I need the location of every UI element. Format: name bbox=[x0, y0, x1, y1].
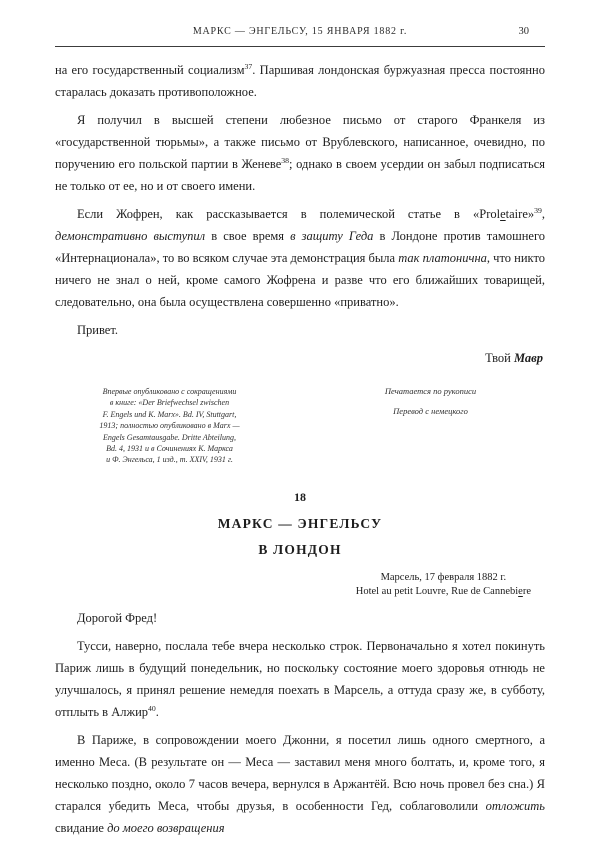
print-note-line: Печатается по рукописи bbox=[384, 386, 477, 396]
paragraph: Тусси, наверно, послала тебе вчера несколько строк. Первоначально я хотел покинуть Париж лишь в будущий понедельник, но поскольку состояние моего здоровья отнюдь не улучшалось, я принял решение немедля поехать в Марсель, а оттуда сразу же, в субботу, отплыть в Алжир$^{40}$. bbox=[55, 638, 545, 719]
paragraph-closing: Привет. bbox=[77, 323, 118, 337]
source-note-line: F. Engels und K. Marx». Bd. IV, Stuttgart, bbox=[102, 409, 237, 419]
print-note bbox=[338, 386, 523, 466]
letter-heading bbox=[55, 490, 545, 558]
header-rule bbox=[55, 46, 545, 47]
source-note bbox=[67, 386, 272, 466]
source-note-line: в книге: «Der Briefwechsel zwischen bbox=[109, 398, 230, 408]
source-note-line: Впервые опубликовано с сокращениями bbox=[102, 387, 237, 396]
letter-number: 18 bbox=[294, 489, 306, 504]
provenance-notes bbox=[55, 386, 545, 466]
source-note-line: Bd. 4, 1931 и в Сочинениях К. Маркса bbox=[106, 444, 233, 454]
paragraph: Я получил в высшей степени любезное письмо от старого Франкеля из «государственной тюрьмы», а также письмо от Врублевского, написанное, очевидно, по поручению его польской партии в Женеве$^{38}$; однако в своем усердии он забыл подписаться не только от ее, но и от своего имени. bbox=[55, 113, 545, 193]
source-note-line: 1913; полностью опубликовано в Marx — bbox=[99, 421, 240, 431]
page-number: 30 bbox=[518, 26, 529, 37]
source-note-line: и Ф. Энгельса, 1 изд., т. XXIV, 1931 г. bbox=[106, 455, 233, 465]
dateline-address: Hotel au petit Louvre, Rue de Cannebiere bbox=[355, 586, 531, 598]
letter-title: МАРКС — ЭНГЕЛЬСУ bbox=[217, 515, 383, 531]
running-head-title: МАРКС — ЭНГЕЛЬСУ, 15 ЯНВАРЯ 1882 г. bbox=[192, 26, 408, 37]
paragraph-continuation: на его государственный социализм$^{37}$. Паршивая лондонская буржуазная пресса постоянно старалась доказать противоположное. bbox=[55, 61, 545, 99]
paragraph: В Париже, в сопровождении моего Джонни, я посетил лишь одного смертного, а именно Меса. (В результате он — Меса — заставил меня много болтать, и, кроме того, я несколько поздно, около 7 часов вечера, вернулся в Аржантёй. Всю ночь провел без сна.) Я старался убедить Меса, чтобы друзья, в особенности Гед, соблаговолили отложить свидание до моего возвращения bbox=[55, 732, 545, 835]
source-note-line: Engels Gesamtausgabe. Dritte Abteilung, bbox=[103, 432, 236, 442]
letter2-body bbox=[55, 607, 545, 839]
dateline-place-date: Марсель, 17 февраля 1882 г. bbox=[380, 571, 507, 583]
signature: Твой Мавр bbox=[485, 351, 543, 365]
dateline-wrap bbox=[55, 571, 545, 600]
paragraph: Если Жофрен, как рассказывается в полемической статье в «Proletaire»$^{39}$, демонстративно выступил в свое время в защиту Геда в Лондоне против тамошнего «Интернационала», то во всяком случае эта демонстрация была так платонична, что никто ничего не знал о ней, кроме самого Жофрена и разве что его ближайших товарищей, следовательно, она была осуществлена совершенно «приватно». bbox=[55, 205, 546, 309]
salutation: Дорогой Фред! bbox=[77, 610, 158, 625]
dateline bbox=[356, 571, 531, 600]
letter-subtitle: В ЛОНДОН bbox=[258, 541, 342, 557]
running-head bbox=[55, 26, 545, 42]
print-note-line: Перевод с немецкого bbox=[393, 406, 468, 417]
letter-body bbox=[55, 59, 545, 341]
